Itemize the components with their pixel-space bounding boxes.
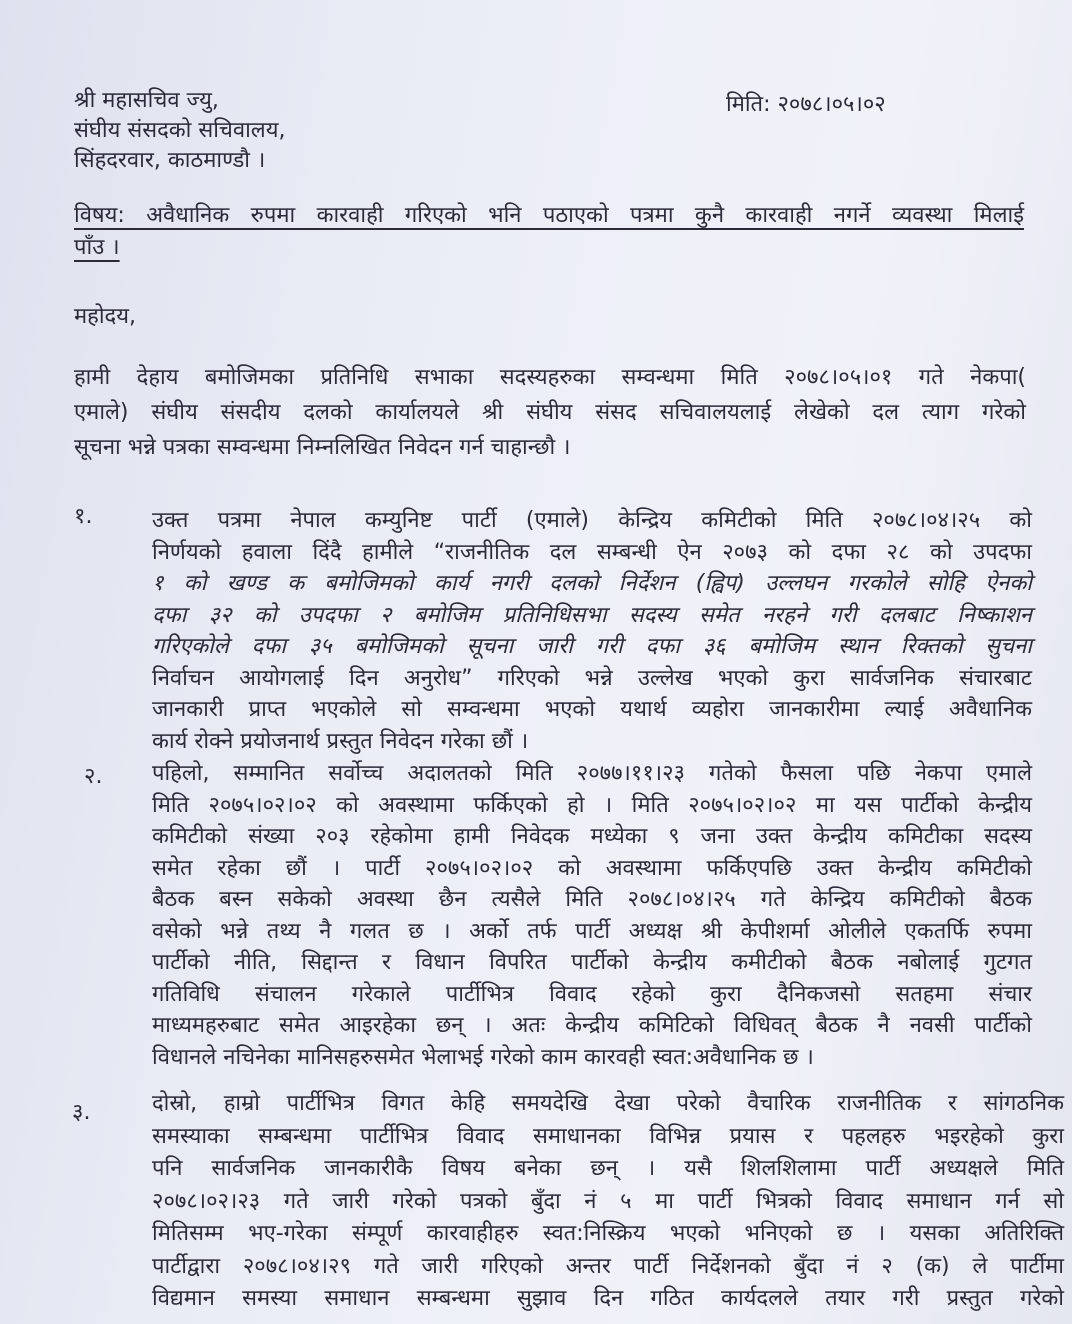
item-3 bbox=[152, 1088, 1064, 1316]
intro-paragraph bbox=[74, 360, 1026, 465]
intro-line: हामी देहाय बमोजिमका प्रतिनिधि सभाका सदस्यहरुका सम्वन्धमा मिति २०७८।०५।०१ गते नेकपा( bbox=[74, 365, 1026, 390]
item-line: मितिसम्म भए-गरेका संम्पूर्ण कारवाहीहरु स्वत:निस्क्रिय भएको भनिएको छ । यसका अतिरिक्ति bbox=[152, 1221, 1064, 1246]
item-line: जानकारी प्राप्त भएकोले सो सम्वन्धमा भएको यथार्थ व्यहोरा जानकारीमा ल्याई अवैधानिक bbox=[152, 697, 1032, 722]
item-number: १. bbox=[74, 504, 93, 529]
item-line: विद्यमान समस्या समाधान सम्बन्धमा सुझाव दिन गठित कार्यदलले तयार गरी प्रस्तुत गरेको bbox=[152, 1286, 1064, 1311]
item-number: ३. bbox=[72, 1100, 91, 1125]
item-line: दोस्रो, हाम्रो पार्टीभित्र विगत केहि समयदेखि देखा परेको वैचारिक राजनीतिक र सांगठनिक bbox=[152, 1091, 1064, 1116]
item-line: पार्टीको नीति, सिद्दान्त र विधान विपरित पार्टीको केन्द्रीय कमीटीको बैठक नबोलाई गुटगत bbox=[152, 950, 1032, 975]
subject-line: विषय: अवैधानिक रुपमा कारवाही गरिएको भनि पठाएको पत्रमा कुनै कारवाही नगर्ने व्यवस्था मिलाई bbox=[74, 203, 1024, 228]
item-line: बैठक बस्न सकेको अवस्था छैन त्यसैले मिति २०७८।०४।२५ गते केन्द्रिय कमिटीको बैठक bbox=[152, 887, 1032, 912]
intro-line: एमाले) संघीय संसदीय दलको कार्यालयले श्री संघीय संसद सचिवालयलाई लेखेको दल त्याग गरेको bbox=[74, 400, 1026, 425]
subject bbox=[74, 200, 1024, 264]
addressee-line: श्री महासचिव ज्यु, bbox=[74, 88, 219, 113]
salutation: महोदय, bbox=[74, 304, 136, 329]
item-1 bbox=[152, 505, 1032, 757]
item-line: उक्त पत्रमा नेपाल कम्युनिष्ट पार्टी (एमाले) केन्द्रिय कमिटीको मिति २०७८।०४।२५ को bbox=[152, 508, 1032, 533]
item-line: समस्याका सम्बन्धमा पार्टीभित्र विवाद समाधानका विभिन्न प्रयास र पहलहरु भइरहेको कुरा bbox=[152, 1123, 1064, 1149]
item-line: वसेको भन्ने तथ्य नै गलत छ । अर्को तर्फ पार्टी अध्यक्ष श्री केपीशर्मा ओलीले एकतर्फि रुपमा bbox=[152, 918, 1032, 944]
item-line: पहिलो, सम्मानित सर्वोच्च अदालतको मिति २०७७।११।२३ गतेको फैसला पछि नेकपा एमाले bbox=[152, 761, 1032, 786]
item-line: माध्यमहरुबाट समेत आइरहेका छन् । अतः केन्द्रीय कमिटिको विधिवत् बैठक नै नवसी पार्टीको bbox=[152, 1013, 1032, 1038]
item-line: पार्टीद्वारा २०७८।०४।२९ गते जारी गरिएको अन्तर पार्टी निर्देशनको बुँदा नं २ (क) ले पार्टीमा bbox=[152, 1253, 1064, 1279]
item-line: कमिटीको संख्या २०३ रहेकोमा हामी निवेदक मध्येका ९ जना उक्त केन्द्रीय कमिटीका सदस्य bbox=[152, 824, 1032, 849]
item-line: गतिविधि संचालन गरेकाले पार्टीभित्र विवाद रहेको कुरा दैनिकजसो सतहमा संचार bbox=[152, 981, 1032, 1007]
item-line bbox=[152, 537, 1032, 569]
addressee-line: सिंहदरवार, काठमाण्डौ । bbox=[74, 148, 266, 173]
item-line: समेत रहेका छौं । पार्टी २०७५।०२।०२ को अवस्थामा फर्किएपछि उक्त केन्द्रीय कमिटीको bbox=[152, 855, 1032, 881]
item-2 bbox=[152, 758, 1032, 1073]
subject-line: पाँउ । bbox=[74, 235, 120, 260]
item-line: मिति २०७५।०२।०२ को अवस्थामा फर्किएको हो । मिति २०७५।०२।०२ मा यस पार्टीको केन्द्रीय bbox=[152, 792, 1032, 818]
letter-date: मिति: २०७८।०५।०२ bbox=[726, 92, 886, 117]
item-line: दफा ३२ को उपदफा २ बमोजिम प्रतिनिधिसभा सदस्य समेत नरहने गरी दलबाट निष्काशन bbox=[152, 602, 1032, 628]
item-line: २०७८।०२।२३ गते जारी गरेको पत्रको बुँदा नं ५ मा पार्टी भित्रको विवाद समाधान गर्न सो bbox=[152, 1188, 1064, 1214]
item-text: निर्णयको हवाला दिंदै हामीले “राजनीतिक दल सम्बन्धी ऐन २०७३ को दफा २८ को उपदफा bbox=[152, 539, 1032, 565]
item-line: निर्वाचन आयोगलाई दिन अनुरोध” गरिएको भन्ने उल्लेख भएको कुरा सार्वजनिक संचारबाट bbox=[152, 665, 1032, 691]
addressee-line: संघीय संसदको सचिवालय, bbox=[74, 118, 286, 143]
addressee-block bbox=[74, 86, 285, 176]
item-line: पनि सार्वजनिक जानकारीकै विषय बनेका छन् । यसै शिलशिलामा पार्टी अध्यक्षले मिति bbox=[152, 1156, 1064, 1181]
item-line: गरिएकोले दफा ३५ बमोजिमको सूचना जारी गरी दफा ३६ बमोजिम स्थान रिक्तको सुचना bbox=[152, 634, 1032, 659]
item-line: विधानले नचिनेका मानिसहरुसमेत भेलाभई गरेको काम कारवही स्वत:अवैधानिक छ । bbox=[152, 1044, 814, 1070]
item-line: कार्य रोक्ने प्रयोजनार्थ प्रस्तुत निवेदन गरेका छौं । bbox=[152, 728, 529, 754]
item-number: २. bbox=[84, 764, 103, 789]
intro-line: सूचना भन्ने पत्रका सम्वन्धमा निम्नलिखित निवेदन गर्न चाहान्छौ । bbox=[74, 435, 571, 460]
item-line: १ को खण्ड क बमोजिमको कार्य नगरी दलको निर्देशन (ह्विप) उल्लघन गरकोले सोहि ऐनको bbox=[152, 571, 1032, 596]
